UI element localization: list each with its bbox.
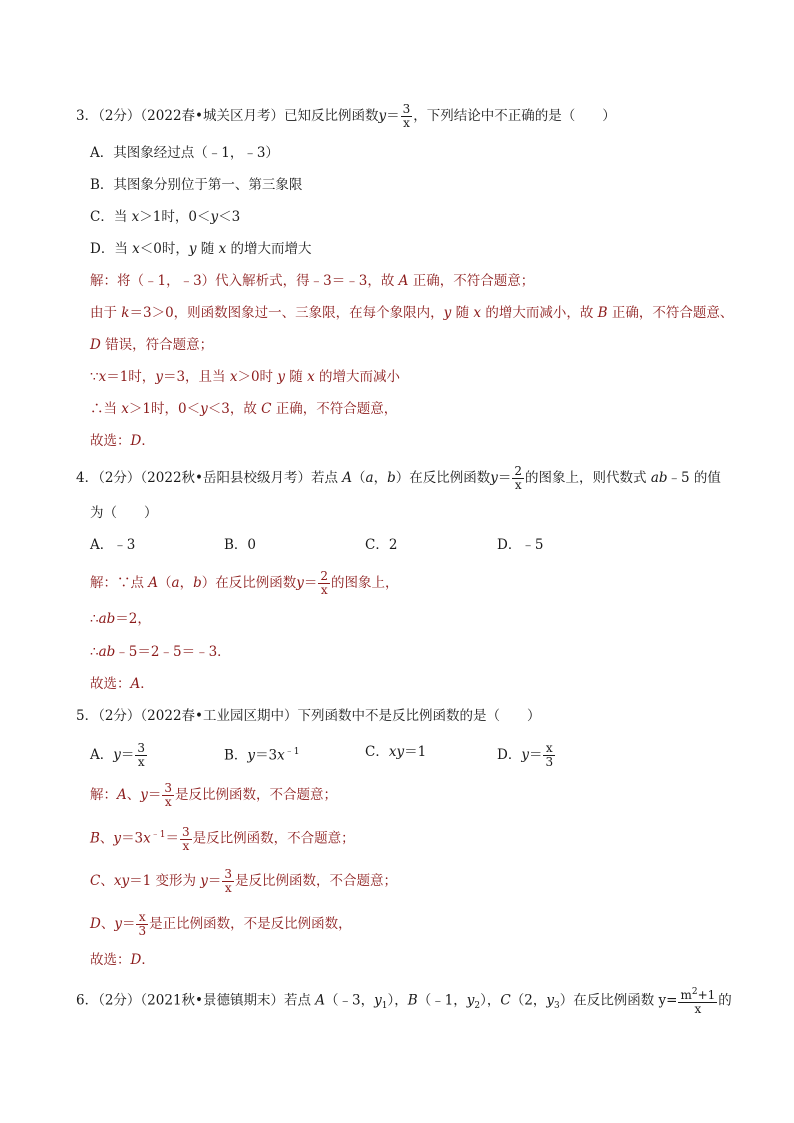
q5-solution-3-fraction: $\frac{3}{x}$	[224, 867, 233, 895]
q4-fraction: $\frac{2}{x}$	[514, 464, 523, 492]
q4-option-a: A．﹣3	[90, 537, 136, 553]
q5-option-a-fraction: $\frac{3}{x}$	[137, 741, 146, 769]
q3-answer: 故选：D．	[90, 433, 155, 449]
q5-option-d: D．y＝ $\frac{x}{3}$	[497, 741, 554, 769]
q5-solution-line-4: D、y＝ $\frac{x}{3}$ 是正比例函数，不是反比例函数，	[90, 910, 352, 938]
q6-stem: 6．（2分）（2021秋•景德镇期末）若点 A（﹣3，$y_1$），B（﹣1，$y_2$），C（2，$y_3$）在反比例函数 y= $\frac{m^2+1}{x}$ 的	[76, 987, 732, 1016]
q4-solution-line-1: 解：∵点 A（a，b）在反比例函数y＝ $\frac{2}{x}$ 的图象上，	[90, 569, 399, 597]
q5-solution-line-2: B、$y=3x^{﹣1}=$ $\frac{3}{x}$ 是反比例函数，不合题意；	[90, 824, 355, 853]
q5-answer: 故选：D．	[90, 952, 155, 968]
q6-fraction: $\frac{m^2+1}{x}$	[680, 987, 716, 1016]
q5-option-a: A．y＝ $\frac{3}{x}$	[90, 741, 146, 769]
q3-solution-line-2: 由于 k＝3＞0，则函数图象过一、三象限，在每个象限内，y 随 x 的增大而减小，故 B 正确，不符合题意、	[90, 305, 734, 321]
q3-fraction: $\frac{3}{x}$	[402, 102, 411, 130]
q5-option-d-fraction: $\frac{x}{3}$	[545, 741, 554, 769]
q3-solution-line-5: ∴当 x＞1时，0＜y＜3，故 C 正确，不符合题意，	[90, 401, 398, 417]
q5-solution-line-3: C、xy＝1 变形为 y＝ $\frac{3}{x}$ 是反比例函数，不合题意；	[90, 867, 398, 895]
q3-option-b: B．其图象分别位于第一、第三象限	[90, 177, 303, 193]
q5-stem: 5．（2分）（2022春•工业园区期中）下列函数中不是反比例函数的是（ ）	[76, 708, 541, 724]
q4-stem: 4．（2分）（2022秋•岳阳县校级月考）若点 A（a，b）在反比例函数y＝ $\frac{2}{x}$ 的图象上，则代数式 ab﹣5 的值	[76, 464, 721, 492]
q4-solution-fraction: $\frac{2}{x}$	[320, 569, 329, 597]
q3-stem: 3．（2分）（2022春•城关区月考）已知反比例函数y＝ $\frac{3}{x}$ ，下列结论中不正确的是（ ）	[76, 102, 616, 130]
q5-solution-2-fraction: $\frac{3}{x}$	[182, 824, 190, 853]
q4-solution-line-3: ∴ab﹣5＝2﹣5＝﹣3．	[90, 644, 231, 660]
q4-option-b: B．0	[224, 537, 257, 553]
q4-solution-line-2: ∴ab＝2，	[90, 611, 151, 627]
q5-solution-4-fraction: $\frac{x}{3}$	[138, 910, 147, 938]
q4-option-d: D．﹣5	[497, 537, 544, 553]
q3-option-c: C．当 x＞1时，0＜y＜3	[90, 209, 241, 225]
q4-answer: 故选：A．	[90, 676, 154, 692]
q5-solution-line-1: 解：A、y＝ $\frac{3}{x}$ 是反比例函数，不合题意；	[90, 781, 338, 809]
q3-option-a: A．其图象经过点（﹣1，﹣3）	[90, 145, 279, 161]
q4-option-c: C．2	[365, 537, 398, 553]
q4-stem-line-2: 为（ ）	[90, 505, 158, 521]
q3-solution-line-1: 解：将（﹣1，﹣3）代入解析式，得﹣3＝﹣3，故 A 正确，不符合题意；	[90, 273, 535, 289]
q5-option-c: C．xy＝1	[365, 744, 427, 760]
q5-option-b: B．$y=3x^{﹣1}$	[224, 747, 300, 764]
q3-solution-line-3: D 错误，符合题意；	[90, 337, 214, 353]
q5-solution-1-fraction: $\frac{3}{x}$	[164, 781, 173, 809]
q3-option-d: D．当 x＜0时，y 随 x 的增大而增大	[90, 241, 312, 257]
q3-solution-line-4: ∵x＝1时，y＝3，且当 x＞0时 y 随 x 的增大而减小	[90, 369, 401, 385]
